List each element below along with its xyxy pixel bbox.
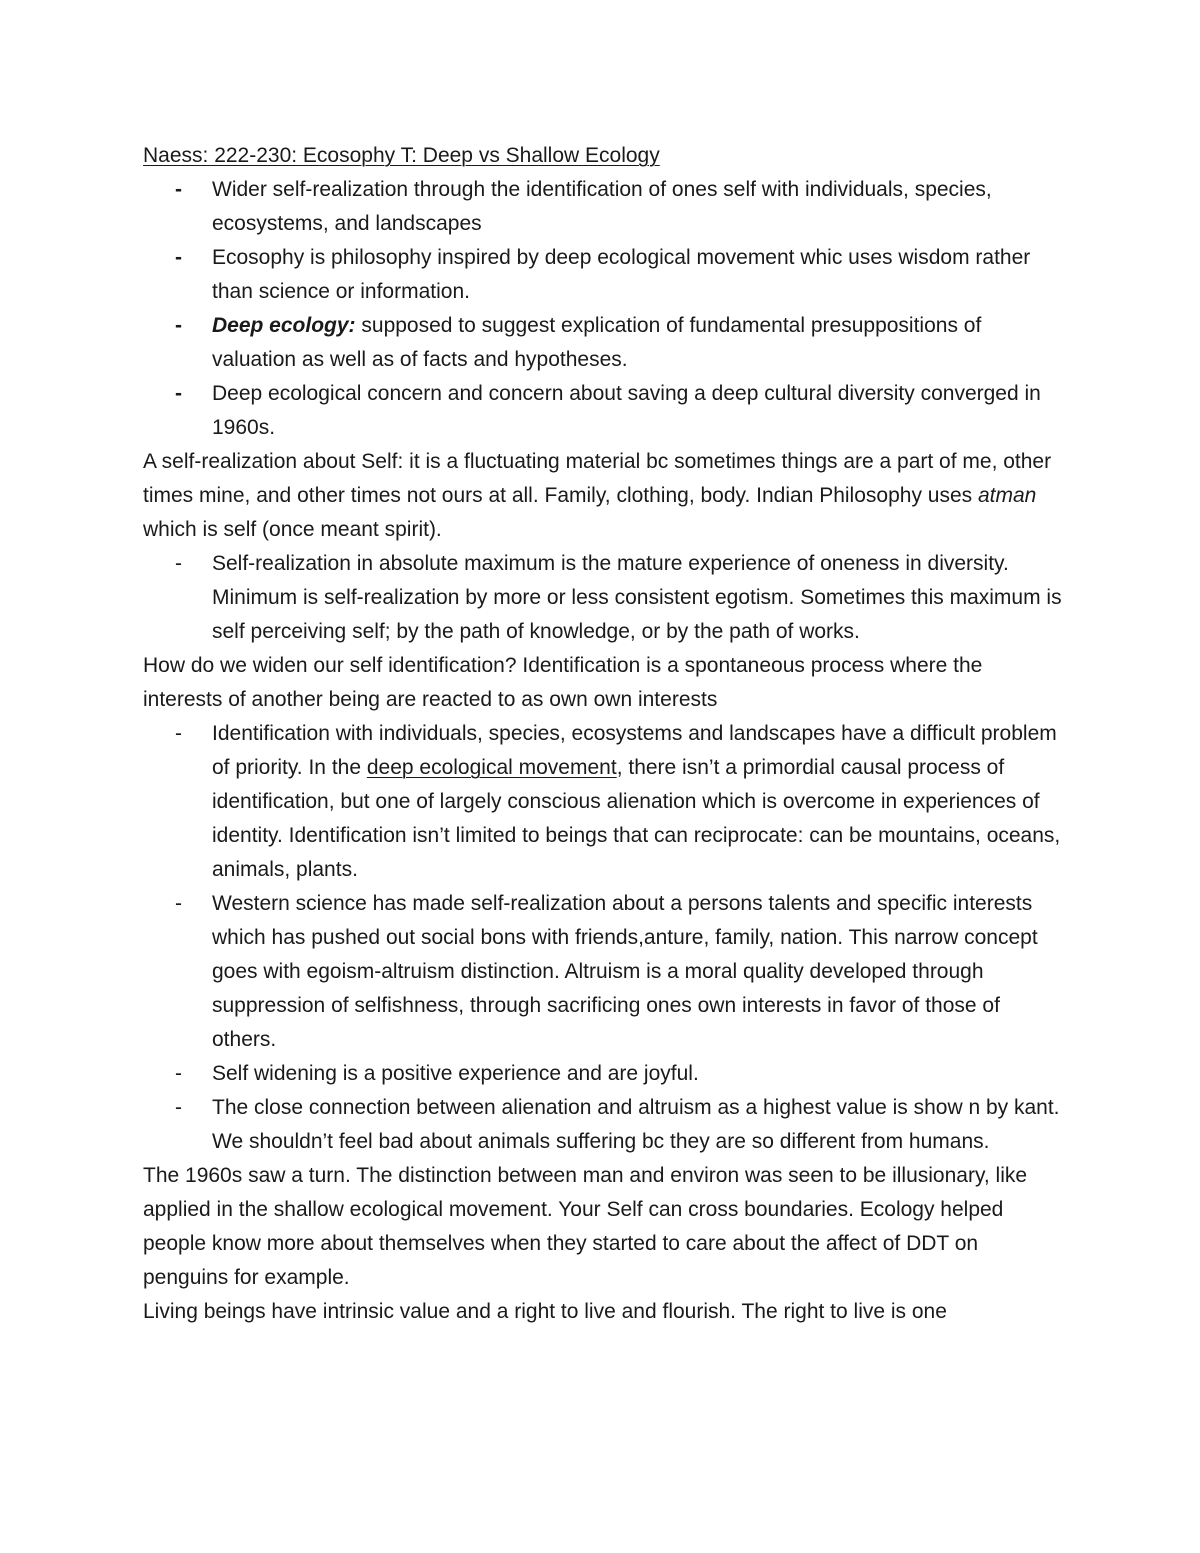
list-item-text: The close connection between alienation and altruism as a highest value is show n by kant. We shouldn’t feel bad about animals suffering bc they are so different from humans. xyxy=(212,1096,1060,1153)
paragraph-identification: How do we widen our self identification? Identification is a spontaneous process where the interests of another being are reacted to as own own interests xyxy=(143,654,983,711)
list-item-text: Deep ecological concern and concern about saving a deep cultural diversity converged in 1960s. xyxy=(212,382,1041,439)
list-item-text: Identification with individuals, species, ecosystems and landscapes have a difficult problem of priority. In the xyxy=(212,722,1057,779)
paragraph-1960s: The 1960s saw a turn. The distinction between man and environ was seen to be illusionary, like applied in the shallow ecological movement. Your Self can cross boundaries. Ecology helped people know more about themselves when they started to care about the affect of DDT on penguins for example. xyxy=(143,1164,1028,1289)
dash-bullet: - xyxy=(175,314,182,337)
list-item xyxy=(143,887,1063,1057)
bullet-list-1 xyxy=(143,173,1063,445)
note-heading-text: Naess: 222-230: Ecosophy T: Deep vs Shallow Ecology xyxy=(143,144,660,167)
list-item-text: Self-realization in absolute maximum is the mature experience of oneness in diversity. Minimum is self-realization by more or less consistent egotism. Sometimes this maximum is self perceiving self; by the path of knowledge, or by the path of works. xyxy=(212,552,1062,643)
list-item xyxy=(143,547,1063,649)
document-body xyxy=(143,139,1063,1329)
list-item xyxy=(143,173,1063,241)
paragraph-text: which is self (once meant spirit). xyxy=(143,518,442,541)
list-item xyxy=(143,309,1063,377)
paragraph-self-realization xyxy=(143,445,1063,547)
list-item-text: , there isn’t a primordial causal process of identification, but one of largely conscious alienation which is overcome in experiences of identity. Identification isn’t limited to beings that can reciprocate: can be mountains, oceans, animals, plants. xyxy=(212,756,1061,881)
list-item xyxy=(143,377,1063,445)
dash-bullet: - xyxy=(175,382,182,405)
list-item xyxy=(143,717,1063,887)
dash-bullet: - xyxy=(175,246,182,269)
dash-bullet: - xyxy=(175,1096,182,1119)
deep-ecology-term: Deep ecology: xyxy=(212,314,356,337)
dash-bullet: - xyxy=(175,552,182,575)
dash-bullet: - xyxy=(175,722,182,745)
dash-bullet: - xyxy=(175,1062,182,1085)
dash-bullet: - xyxy=(175,892,182,915)
list-item-text: supposed to suggest explication of fundamental presuppositions of valuation as well as of facts and hypotheses. xyxy=(212,314,982,371)
bullet-list-3 xyxy=(143,717,1063,1159)
paragraph-living-beings: Living beings have intrinsic value and a right to live and flourish. The right to live is one xyxy=(143,1300,947,1323)
bullet-list-2 xyxy=(143,547,1063,649)
list-item-text: Self widening is a positive experience and are joyful. xyxy=(212,1062,699,1085)
note-heading xyxy=(143,139,1063,173)
paragraph-text: A self-realization about Self: it is a fluctuating material bc sometimes things are a part of me, other times mine, and other times not ours at all. Family, clothing, body. Indian Philosophy uses xyxy=(143,450,1052,507)
deep-ecological-movement-link[interactable]: deep ecological movement xyxy=(366,756,617,779)
list-item xyxy=(143,1057,1063,1091)
atman-term: atman xyxy=(977,484,1037,507)
list-item xyxy=(143,1091,1063,1159)
list-item-text: Ecosophy is philosophy inspired by deep ecological movement whic uses wisdom rather than science or information. xyxy=(212,246,1031,303)
dash-bullet: - xyxy=(175,178,182,201)
list-item-text: Wider self-realization through the identification of ones self with individuals, species, ecosystems, and landscapes xyxy=(212,178,992,235)
list-item xyxy=(143,241,1063,309)
list-item-text: Western science has made self-realization about a persons talents and specific interests which has pushed out social bons with friends,anture, family, nation. This narrow concept goes with egoism-altruism distinction. Altruism is a moral quality developed through suppression of selfishness, through sacrificing ones own interests in favor of those of others. xyxy=(212,892,1038,1051)
